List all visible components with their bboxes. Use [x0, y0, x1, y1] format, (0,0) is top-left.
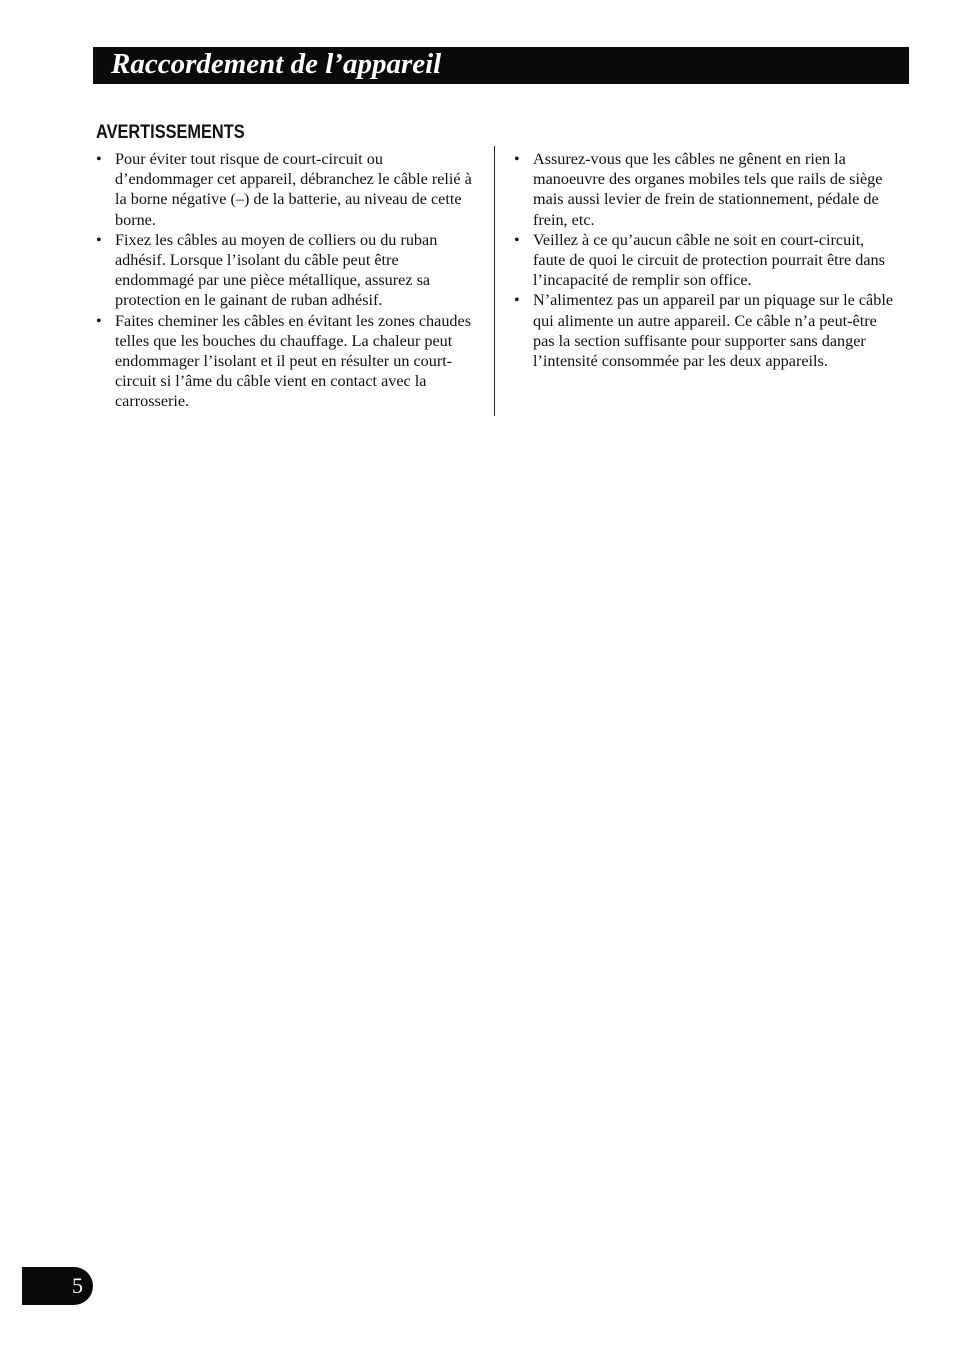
- list-item: [96, 149, 480, 230]
- list-item: [514, 149, 898, 230]
- bullet-icon: •: [514, 230, 520, 249]
- page-title: Raccordement de l’appareil: [111, 48, 442, 80]
- list-item-text: Faites cheminer les câbles en évitant les zones chaudes telles que les bouches du chauffage. La chaleur peut endommager l’isolant et il peut en résulter un court-circuit si l’âme du câble vient en contact avec la carrosserie.: [115, 311, 471, 411]
- title-bar: [93, 47, 909, 84]
- list-item-text: Pour éviter tout risque de court-circuit ou d’endommager cet appareil, débranchez le câble relié à la borne négative (–) de la batterie, au niveau de cette borne.: [115, 150, 472, 229]
- section-heading: AVERTISSEMENTS: [96, 122, 245, 143]
- left-column-list: [96, 149, 480, 412]
- list-item-text: Veillez à ce qu’aucun câble ne soit en court-circuit, faute de quoi le circuit de protection pourrait être dans l’incapacité de remplir son office.: [533, 230, 885, 290]
- list-item: [514, 230, 898, 291]
- list-item: [514, 290, 898, 371]
- list-item-text: N’alimentez pas un appareil par un piquage sur le câble qui alimente un autre appareil. Ce câble n’a peut-être pas la section suffisante pour supporter sans danger l’intensité consommée par les deux appareils.: [533, 291, 894, 371]
- bullet-icon: •: [96, 230, 102, 249]
- list-item-text: Fixez les câbles au moyen de colliers ou du ruban adhésif. Lorsque l’isolant du câble peut être endommagé par une pièce métallique, assurez sa protection en le gainant de ruban adhésif.: [115, 230, 438, 310]
- list-item: [96, 230, 480, 311]
- bullet-icon: •: [514, 291, 520, 310]
- page-number-tab: [22, 1267, 93, 1305]
- bullet-icon: •: [96, 311, 102, 330]
- bullet-icon: •: [96, 150, 102, 168]
- bullet-icon: •: [514, 150, 520, 168]
- column-divider: [494, 146, 495, 416]
- list-item: [96, 311, 480, 412]
- right-column-list: [514, 149, 898, 371]
- list-item-text: Assurez-vous que les câbles ne gênent en rien la manoeuvre des organes mobiles tels que rails de siège mais aussi levier de frein de stationnement, pédale de frein, etc.: [533, 150, 883, 229]
- page-number: 5: [72, 1273, 83, 1298]
